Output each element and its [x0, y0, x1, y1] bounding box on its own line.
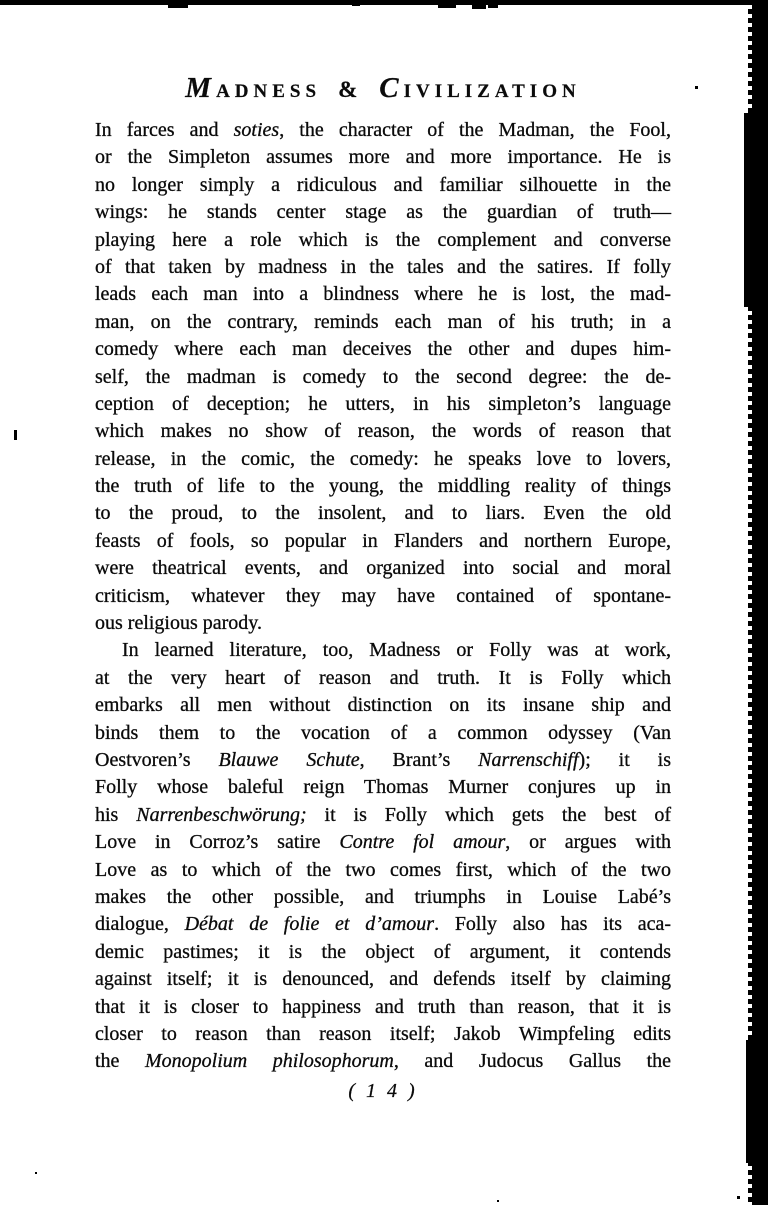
text-line	[95, 172, 671, 199]
title-initial: C	[379, 72, 404, 104]
scan-artifact	[472, 3, 486, 9]
text-run: feasts of fools, so popular in Flanders and northern Europe,	[95, 529, 671, 552]
text-line	[95, 802, 671, 829]
text-run: closer to reason than reason itself; Jakob Wimpfeling edits	[95, 1022, 671, 1045]
text-line	[95, 446, 671, 473]
text-line	[95, 281, 671, 308]
text-run: , and Judocus Gallus the	[393, 1050, 672, 1073]
italic-book-title: soties	[233, 119, 280, 141]
text-run: ous religious parody.	[95, 612, 263, 635]
text-block	[95, 117, 671, 1076]
text-run: Love in Corroz’s satire	[95, 831, 340, 854]
text-line	[95, 1021, 671, 1048]
title-initial: M	[185, 72, 217, 104]
text-line	[95, 1048, 671, 1075]
running-head-title	[95, 72, 671, 105]
text-line	[95, 610, 671, 637]
text-run: that it is closer to happiness and truth than reason, that it is	[95, 995, 671, 1018]
scan-artifact	[438, 4, 456, 8]
text-line	[95, 473, 671, 500]
text-line	[95, 528, 671, 555]
text-run: In learned literature, too, Madness or Folly was at work,	[122, 639, 671, 662]
text-run: Folly whose baleful reign Thomas Murner conjures up in	[95, 776, 671, 799]
text-run: playing here a role which is the complement and converse	[95, 228, 671, 251]
text-run: or the Simpleton assumes more and more importance. He is	[95, 146, 671, 169]
text-line	[95, 939, 671, 966]
text-line	[95, 583, 671, 610]
title-smallcaps: ADNESS	[216, 81, 322, 102]
text-run: to the proud, to the insolent, and to liars. Even the old	[95, 502, 671, 525]
text-run: against itself; it is denounced, and defends itself by claiming	[95, 968, 671, 991]
text-run: criticism, whatever they may have contained of spontane-	[95, 584, 671, 607]
text-line	[95, 391, 671, 418]
text-run: comedy where each man deceives the other and dupes him-	[95, 338, 671, 361]
text-line	[95, 364, 671, 391]
text-run: his	[95, 803, 137, 826]
text-run: no longer simply a ridiculous and familiar silhouette in the	[95, 173, 671, 196]
text-run: leads each man into a blindness where he is lost, the mad-	[95, 283, 671, 306]
italic-book-title: Débat de folie et d’amour	[184, 913, 435, 936]
text-line	[95, 144, 671, 171]
text-line	[95, 637, 671, 664]
text-line	[95, 692, 671, 719]
text-run: makes the other possible, and triumphs in Louise Labé’s	[95, 885, 671, 908]
text-run: , the character of the Madman, the Fool,	[279, 119, 671, 141]
text-run: ception of deception; he utters, in his simpleton’s language	[95, 392, 671, 415]
text-run: binds them to the vocation of a common odyssey (Van	[95, 721, 671, 744]
text-run: the	[95, 1050, 145, 1073]
text-line	[95, 911, 671, 938]
title-smallcaps: IVILIZATION	[403, 81, 581, 102]
text-run: at the very heart of reason and truth. It is Folly which	[95, 666, 671, 689]
italic-book-title: Contre fol amour	[339, 831, 506, 854]
italic-book-title: Narrenschiff	[478, 748, 579, 771]
paragraph	[95, 637, 671, 1075]
text-run: were theatrical events, and organized into social and moral	[95, 557, 671, 580]
text-run: the truth of life to the young, the middling reality of things	[95, 475, 671, 498]
text-run: In farces and	[95, 119, 234, 141]
text-line	[95, 418, 671, 445]
text-line	[95, 829, 671, 856]
text-line	[95, 117, 671, 144]
scan-speck	[695, 86, 698, 89]
paragraph	[95, 117, 671, 637]
text-line	[95, 774, 671, 801]
text-line	[95, 254, 671, 281]
text-run: , Brant’s	[359, 748, 479, 771]
text-line	[95, 665, 671, 692]
italic-book-title: Monopolium philosophorum	[144, 1050, 394, 1073]
ampersand: &	[338, 77, 363, 102]
scan-speck	[14, 430, 17, 440]
text-line	[95, 994, 671, 1021]
scan-speck	[737, 1196, 740, 1199]
scan-artifact	[352, 3, 360, 6]
text-run: dialogue,	[95, 913, 185, 936]
scan-edge-right	[746, 1040, 752, 1163]
text-run: it is Folly which gets the best of	[306, 803, 671, 826]
text-run: . Folly also has its aca-	[434, 913, 671, 936]
scan-artifact	[168, 4, 188, 8]
scan-edge-right	[744, 113, 752, 307]
text-run: man, on the contrary, reminds each man of his truth; in a	[95, 310, 671, 333]
scan-speck	[35, 1172, 37, 1174]
scan-edge-top	[0, 0, 768, 5]
text-line	[95, 747, 671, 774]
text-line	[95, 555, 671, 582]
text-run: self, the madman is comedy to the second degree: the de-	[95, 365, 671, 388]
scan-artifact	[488, 4, 498, 8]
text-run: which makes no show of reason, the words of reason that	[95, 420, 671, 443]
text-run: release, in the comic, the comedy: he speaks love to lovers,	[95, 447, 671, 470]
text-line	[95, 500, 671, 527]
text-line	[95, 309, 671, 336]
scan-edge-right	[752, 0, 768, 1205]
text-run: ); it is	[578, 748, 671, 771]
text-line	[95, 227, 671, 254]
text-line	[95, 199, 671, 226]
italic-book-title: Narrenbeschwörung;	[136, 803, 307, 826]
text-run: Love as to which of the two comes first, which of the two	[95, 858, 671, 881]
text-line	[95, 720, 671, 747]
text-run: Oestvoren’s	[95, 748, 219, 771]
text-run: , or argues with	[505, 831, 671, 854]
text-run: demic pastimes; it is the object of argument, it contends	[95, 940, 671, 963]
text-line	[95, 966, 671, 993]
text-run: wings: he stands center stage as the guardian of truth—	[95, 201, 671, 224]
text-line	[95, 884, 671, 911]
text-run: of that taken by madness in the tales and the satires. If folly	[95, 255, 671, 278]
scan-speck	[497, 1200, 499, 1202]
text-line	[95, 857, 671, 884]
page-number: ( 1 4 )	[348, 1080, 418, 1102]
text-run: embarks all men without distinction on its insane ship and	[95, 694, 671, 717]
text-line	[95, 336, 671, 363]
italic-book-title: Blauwe Schute	[218, 748, 360, 771]
